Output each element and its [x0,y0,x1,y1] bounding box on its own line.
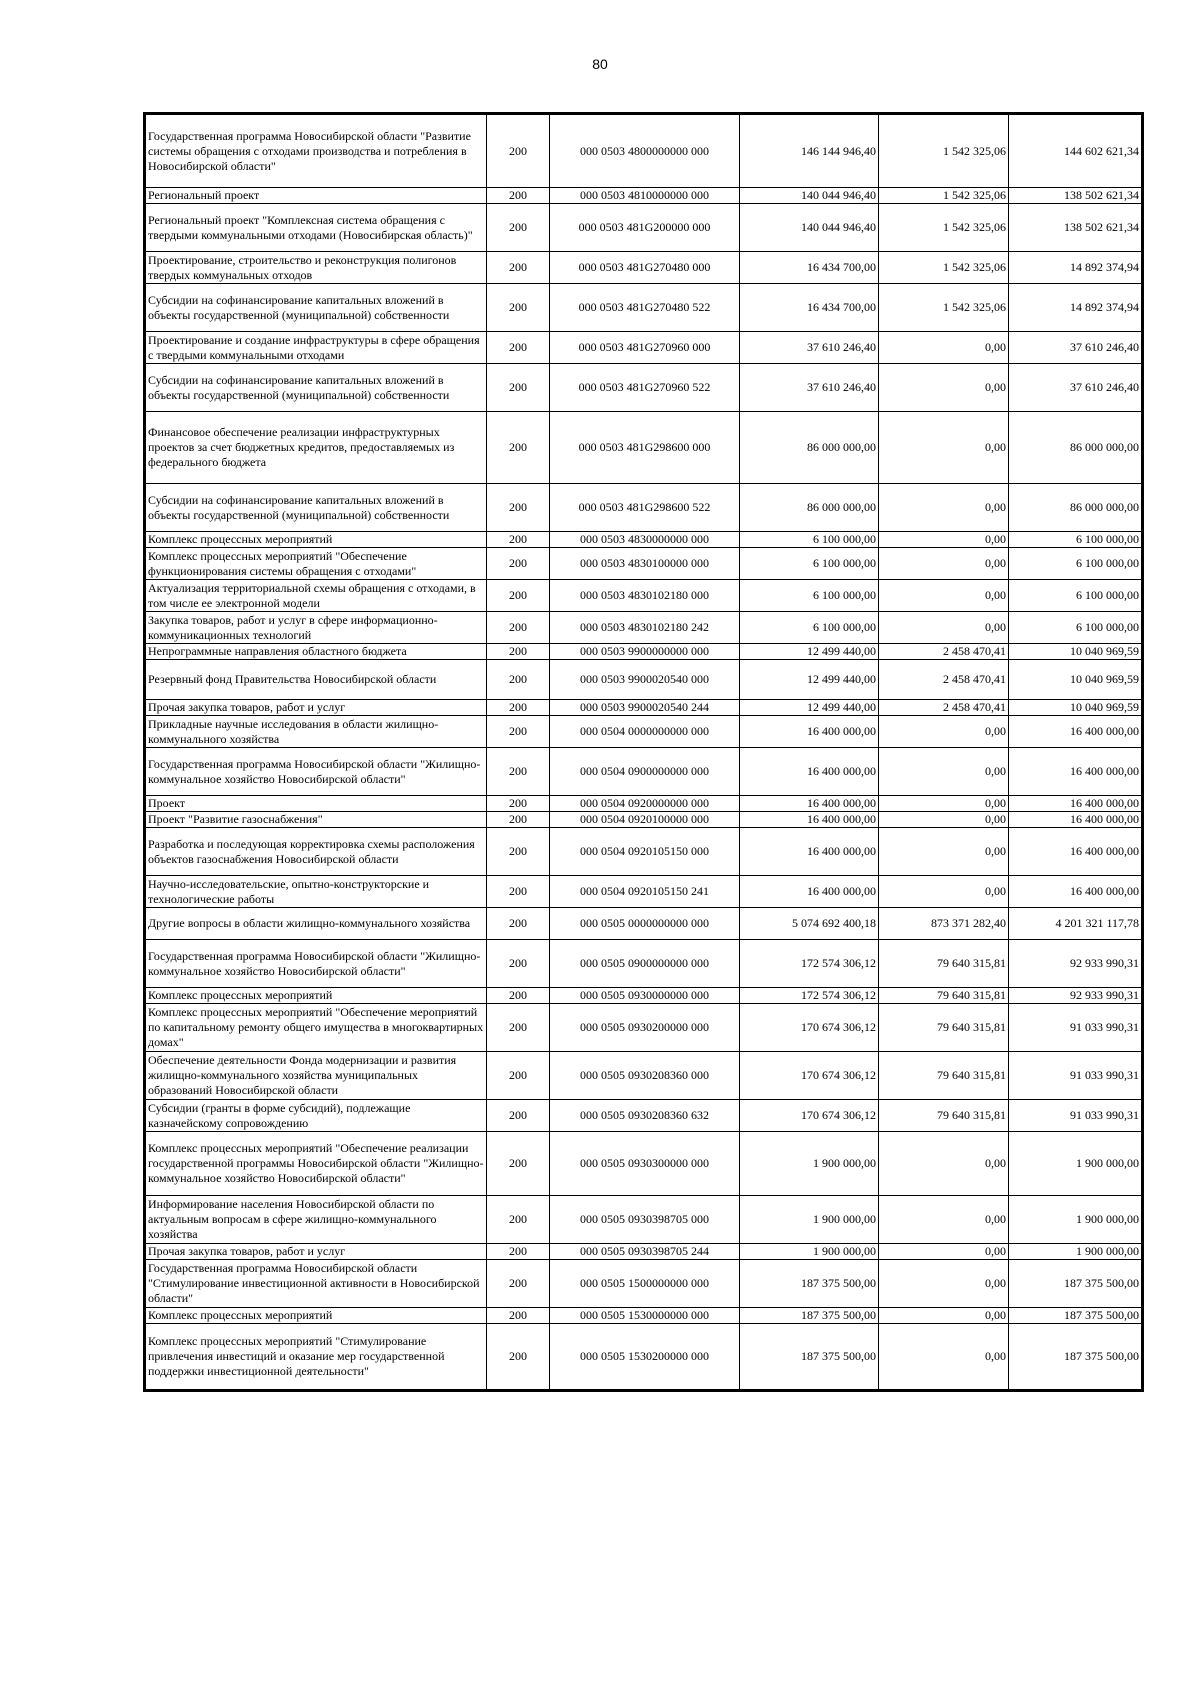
row-name: Субсидии на софинансирование капитальных вложений в объекты государственной (муниципальной) собственности [146,284,487,332]
row-amount-plan: 170 674 306,12 [740,1004,879,1052]
row-amount-plan: 1 900 000,00 [740,1196,879,1244]
row-code: 200 [487,700,550,716]
row-amount-plan: 16 434 700,00 [740,252,879,284]
row-code: 200 [487,940,550,988]
table-row [146,1100,1142,1132]
row-kbk: 000 0503 4800000000 000 [550,115,740,188]
table-row [146,1052,1142,1100]
row-name: Финансовое обеспечение реализации инфраструктурных проектов за счет бюджетных кредитов, предоставляемых из федерального бюджета [146,412,487,484]
row-amount-remaining: 16 400 000,00 [1009,748,1142,796]
table-row [146,188,1142,204]
row-amount-executed: 0,00 [879,748,1009,796]
table-row [146,940,1142,988]
row-name: Государственная программа Новосибирской области "Стимулирование инвестиционной активности в Новосибирской области" [146,1260,487,1308]
row-code: 200 [487,876,550,908]
row-code: 200 [487,1132,550,1196]
table-row [146,1132,1142,1196]
row-amount-remaining: 10 040 969,59 [1009,700,1142,716]
row-amount-remaining: 6 100 000,00 [1009,612,1142,644]
row-amount-plan: 6 100 000,00 [740,580,879,612]
row-name: Прикладные научные исследования в области жилищно-коммунального хозяйства [146,716,487,748]
row-kbk: 000 0503 9900020540 244 [550,700,740,716]
row-code: 200 [487,115,550,188]
row-amount-remaining: 144 602 621,34 [1009,115,1142,188]
row-kbk: 000 0503 9900000000 000 [550,644,740,660]
table-row [146,828,1142,876]
row-kbk: 000 0503 481G270960 000 [550,332,740,364]
row-amount-executed: 2 458 470,41 [879,644,1009,660]
table-row [146,908,1142,940]
row-name: Закупка товаров, работ и услуг в сфере информационно-коммуникационных технологий [146,612,487,644]
row-kbk: 000 0503 4830102180 242 [550,612,740,644]
row-amount-executed: 0,00 [879,1244,1009,1260]
row-amount-executed: 0,00 [879,412,1009,484]
row-kbk: 000 0505 0900000000 000 [550,940,740,988]
row-kbk: 000 0505 0930300000 000 [550,1132,740,1196]
row-amount-plan: 172 574 306,12 [740,988,879,1004]
row-amount-remaining: 91 033 990,31 [1009,1100,1142,1132]
row-amount-executed: 0,00 [879,1260,1009,1308]
row-code: 200 [487,364,550,412]
row-name: Резервный фонд Правительства Новосибирской области [146,660,487,700]
row-amount-executed: 79 640 315,81 [879,988,1009,1004]
row-amount-plan: 170 674 306,12 [740,1100,879,1132]
row-amount-plan: 16 434 700,00 [740,284,879,332]
row-code: 200 [487,580,550,612]
row-kbk: 000 0503 481G200000 000 [550,204,740,252]
row-name: Проектирование, строительство и реконструкция полигонов твердых коммунальных отходов [146,252,487,284]
row-code: 200 [487,1100,550,1132]
table-row [146,484,1142,532]
table-row [146,364,1142,412]
row-code: 200 [487,748,550,796]
row-amount-plan: 172 574 306,12 [740,940,879,988]
row-code: 200 [487,612,550,644]
row-name: Актуализация территориальной схемы обращения с отходами, в том числе ее электронной модели [146,580,487,612]
row-amount-remaining: 16 400 000,00 [1009,716,1142,748]
row-amount-executed: 0,00 [879,1132,1009,1196]
row-kbk: 000 0504 0920105150 241 [550,876,740,908]
row-code: 200 [487,660,550,700]
row-amount-executed: 0,00 [879,612,1009,644]
row-amount-plan: 12 499 440,00 [740,660,879,700]
row-name: Комплекс процессных мероприятий "Обеспечение реализации государственной программы Новосибирской области "Жилищно-коммунальное хозяйство Новосибирской области" [146,1132,487,1196]
row-kbk: 000 0503 481G298600 000 [550,412,740,484]
row-amount-executed: 1 542 325,06 [879,252,1009,284]
row-kbk: 000 0504 0000000000 000 [550,716,740,748]
row-code: 200 [487,828,550,876]
table-row [146,612,1142,644]
row-amount-executed: 79 640 315,81 [879,940,1009,988]
row-amount-plan: 16 400 000,00 [740,748,879,796]
row-code: 200 [487,332,550,364]
table-row [146,532,1142,548]
row-amount-executed: 1 542 325,06 [879,115,1009,188]
row-amount-plan: 170 674 306,12 [740,1052,879,1100]
row-amount-remaining: 91 033 990,31 [1009,1004,1142,1052]
row-kbk: 000 0505 0930398705 244 [550,1244,740,1260]
table-row [146,1324,1142,1390]
row-code: 200 [487,484,550,532]
row-name: Непрограммные направления областного бюджета [146,644,487,660]
row-amount-remaining: 10 040 969,59 [1009,644,1142,660]
table-row [146,1244,1142,1260]
row-amount-executed: 79 640 315,81 [879,1052,1009,1100]
row-amount-executed: 0,00 [879,828,1009,876]
row-name: Субсидии на софинансирование капитальных вложений в объекты государственной (муниципальной) собственности [146,484,487,532]
row-amount-executed: 0,00 [879,796,1009,812]
row-name: Прочая закупка товаров, работ и услуг [146,1244,487,1260]
row-name: Региональный проект [146,188,487,204]
row-kbk: 000 0503 4810000000 000 [550,188,740,204]
row-code: 200 [487,1308,550,1324]
row-amount-plan: 6 100 000,00 [740,612,879,644]
row-amount-remaining: 16 400 000,00 [1009,812,1142,828]
row-amount-executed: 0,00 [879,1324,1009,1390]
row-kbk: 000 0503 481G270480 522 [550,284,740,332]
row-code: 200 [487,1324,550,1390]
table-row [146,580,1142,612]
row-code: 200 [487,1260,550,1308]
row-amount-executed: 1 542 325,06 [879,284,1009,332]
row-amount-executed: 79 640 315,81 [879,1004,1009,1052]
row-kbk: 000 0503 481G298600 522 [550,484,740,532]
row-amount-plan: 12 499 440,00 [740,700,879,716]
row-amount-plan: 37 610 246,40 [740,332,879,364]
table-row [146,1260,1142,1308]
row-amount-remaining: 1 900 000,00 [1009,1196,1142,1244]
row-kbk: 000 0504 0920105150 000 [550,828,740,876]
row-code: 200 [487,796,550,812]
row-amount-remaining: 187 375 500,00 [1009,1260,1142,1308]
row-amount-plan: 187 375 500,00 [740,1260,879,1308]
row-amount-plan: 146 144 946,40 [740,115,879,188]
row-amount-plan: 140 044 946,40 [740,188,879,204]
row-kbk: 000 0505 1500000000 000 [550,1260,740,1308]
row-amount-executed: 0,00 [879,716,1009,748]
table-row [146,644,1142,660]
row-amount-plan: 86 000 000,00 [740,484,879,532]
row-code: 200 [487,1244,550,1260]
row-amount-remaining: 37 610 246,40 [1009,332,1142,364]
row-name: Проект "Развитие газоснабжения" [146,812,487,828]
row-code: 200 [487,548,550,580]
page-number: 80 [592,56,608,72]
table-row [146,332,1142,364]
row-amount-executed: 873 371 282,40 [879,908,1009,940]
row-name: Региональный проект "Комплексная система обращения с твердыми коммунальными отходами (Новосибирская область)" [146,204,487,252]
row-name: Государственная программа Новосибирской области "Жилищно-коммунальное хозяйство Новосибирской области" [146,940,487,988]
row-amount-plan: 6 100 000,00 [740,548,879,580]
budget-table-body [146,115,1142,1390]
row-name: Субсидии (гранты в форме субсидий), подлежащие казначейскому сопровождению [146,1100,487,1132]
row-amount-remaining: 92 933 990,31 [1009,940,1142,988]
row-name: Разработка и последующая корректировка схемы расположения объектов газоснабжения Новосибирской области [146,828,487,876]
row-amount-executed: 2 458 470,41 [879,700,1009,716]
row-code: 200 [487,204,550,252]
row-name: Комплекс процессных мероприятий "Обеспечение функционирования системы обращения с отходами" [146,548,487,580]
row-code: 200 [487,188,550,204]
row-amount-plan: 1 900 000,00 [740,1132,879,1196]
row-name: Научно-исследовательские, опытно-конструкторские и технологические работы [146,876,487,908]
row-amount-plan: 12 499 440,00 [740,644,879,660]
row-amount-plan: 16 400 000,00 [740,876,879,908]
row-amount-executed: 1 542 325,06 [879,204,1009,252]
row-amount-plan: 187 375 500,00 [740,1324,879,1390]
row-kbk: 000 0505 0930000000 000 [550,988,740,1004]
row-kbk: 000 0505 0000000000 000 [550,908,740,940]
row-amount-plan: 16 400 000,00 [740,796,879,812]
row-amount-plan: 6 100 000,00 [740,532,879,548]
row-kbk: 000 0505 1530000000 000 [550,1308,740,1324]
row-code: 200 [487,284,550,332]
row-name: Комплекс процессных мероприятий [146,988,487,1004]
row-amount-plan: 16 400 000,00 [740,716,879,748]
row-amount-remaining: 1 900 000,00 [1009,1244,1142,1260]
row-amount-remaining: 4 201 321 117,78 [1009,908,1142,940]
row-code: 200 [487,1004,550,1052]
row-name: Проект [146,796,487,812]
row-amount-remaining: 187 375 500,00 [1009,1308,1142,1324]
row-code: 200 [487,812,550,828]
row-amount-remaining: 37 610 246,40 [1009,364,1142,412]
row-code: 200 [487,716,550,748]
row-code: 200 [487,252,550,284]
row-amount-remaining: 92 933 990,31 [1009,988,1142,1004]
row-name: Информирование населения Новосибирской области по актуальным вопросам в сфере жилищно-коммунального хозяйства [146,1196,487,1244]
row-amount-executed: 0,00 [879,876,1009,908]
row-amount-remaining: 6 100 000,00 [1009,548,1142,580]
row-kbk: 000 0503 481G270480 000 [550,252,740,284]
table-row [146,1308,1142,1324]
row-code: 200 [487,908,550,940]
row-kbk: 000 0504 0900000000 000 [550,748,740,796]
row-amount-remaining: 16 400 000,00 [1009,796,1142,812]
row-amount-plan: 140 044 946,40 [740,204,879,252]
row-amount-remaining: 86 000 000,00 [1009,412,1142,484]
row-name: Комплекс процессных мероприятий "Обеспечение мероприятий по капитальному ремонту общего имущества в многоквартирных домах" [146,1004,487,1052]
row-amount-plan: 16 400 000,00 [740,812,879,828]
row-code: 200 [487,532,550,548]
table-row [146,548,1142,580]
row-kbk: 000 0503 9900020540 000 [550,660,740,700]
row-code: 200 [487,988,550,1004]
row-kbk: 000 0505 0930398705 000 [550,1196,740,1244]
row-name: Обеспечение деятельности Фонда модернизации и развития жилищно-коммунального хозяйства муниципальных образований Новосибирской области [146,1052,487,1100]
row-name: Комплекс процессных мероприятий [146,1308,487,1324]
row-amount-executed: 2 458 470,41 [879,660,1009,700]
row-amount-plan: 1 900 000,00 [740,1244,879,1260]
table-row [146,660,1142,700]
row-amount-remaining: 1 900 000,00 [1009,1132,1142,1196]
row-amount-remaining: 138 502 621,34 [1009,188,1142,204]
row-amount-plan: 5 074 692 400,18 [740,908,879,940]
table-row [146,204,1142,252]
row-name: Проектирование и создание инфраструктуры в сфере обращения с твердыми коммунальными отходами [146,332,487,364]
table-row [146,1004,1142,1052]
row-name: Прочая закупка товаров, работ и услуг [146,700,487,716]
row-name: Субсидии на софинансирование капитальных вложений в объекты государственной (муниципальной) собственности [146,364,487,412]
row-amount-remaining: 86 000 000,00 [1009,484,1142,532]
row-kbk: 000 0505 1530200000 000 [550,1324,740,1390]
row-kbk: 000 0503 4830000000 000 [550,532,740,548]
row-kbk: 000 0504 0920100000 000 [550,812,740,828]
row-amount-plan: 187 375 500,00 [740,1308,879,1324]
budget-table [145,114,1142,1390]
row-kbk: 000 0505 0930208360 000 [550,1052,740,1100]
row-amount-remaining: 10 040 969,59 [1009,660,1142,700]
row-kbk: 000 0505 0930200000 000 [550,1004,740,1052]
row-amount-executed: 0,00 [879,532,1009,548]
row-amount-remaining: 138 502 621,34 [1009,204,1142,252]
row-code: 200 [487,1052,550,1100]
row-name: Государственная программа Новосибирской области "Развитие системы обращения с отходами производства и потребления в Новосибирской области" [146,115,487,188]
row-name: Государственная программа Новосибирской области "Жилищно-коммунальное хозяйство Новосибирской области" [146,748,487,796]
row-kbk: 000 0503 4830100000 000 [550,548,740,580]
row-amount-executed: 0,00 [879,812,1009,828]
table-row [146,988,1142,1004]
row-amount-executed: 0,00 [879,580,1009,612]
table-row [146,252,1142,284]
row-amount-executed: 0,00 [879,332,1009,364]
row-amount-plan: 37 610 246,40 [740,364,879,412]
row-amount-executed: 0,00 [879,484,1009,532]
row-amount-remaining: 187 375 500,00 [1009,1324,1142,1390]
row-amount-remaining: 16 400 000,00 [1009,876,1142,908]
row-code: 200 [487,1196,550,1244]
row-amount-plan: 16 400 000,00 [740,828,879,876]
row-name: Комплекс процессных мероприятий "Стимулирование привлечения инвестиций и оказание мер государственной поддержки инвестиционной деятельности" [146,1324,487,1390]
row-amount-remaining: 6 100 000,00 [1009,532,1142,548]
table-row [146,812,1142,828]
row-amount-executed: 0,00 [879,1308,1009,1324]
table-row [146,748,1142,796]
table-row [146,700,1142,716]
row-amount-executed: 0,00 [879,364,1009,412]
row-amount-executed: 0,00 [879,548,1009,580]
row-amount-executed: 0,00 [879,1196,1009,1244]
table-row [146,284,1142,332]
row-name: Комплекс процессных мероприятий [146,532,487,548]
table-row [146,876,1142,908]
row-amount-executed: 1 542 325,06 [879,188,1009,204]
row-amount-executed: 79 640 315,81 [879,1100,1009,1132]
row-kbk: 000 0503 4830102180 000 [550,580,740,612]
row-amount-remaining: 14 892 374,94 [1009,252,1142,284]
row-amount-remaining: 6 100 000,00 [1009,580,1142,612]
table-row [146,115,1142,188]
table-row [146,796,1142,812]
row-kbk: 000 0504 0920000000 000 [550,796,740,812]
table-row [146,412,1142,484]
table-row [146,1196,1142,1244]
row-code: 200 [487,412,550,484]
row-amount-remaining: 14 892 374,94 [1009,284,1142,332]
row-amount-remaining: 91 033 990,31 [1009,1052,1142,1100]
row-amount-remaining: 16 400 000,00 [1009,828,1142,876]
row-kbk: 000 0503 481G270960 522 [550,364,740,412]
row-name: Другие вопросы в области жилищно-коммунального хозяйства [146,908,487,940]
table-row [146,716,1142,748]
row-code: 200 [487,644,550,660]
row-amount-plan: 86 000 000,00 [740,412,879,484]
row-kbk: 000 0505 0930208360 632 [550,1100,740,1132]
